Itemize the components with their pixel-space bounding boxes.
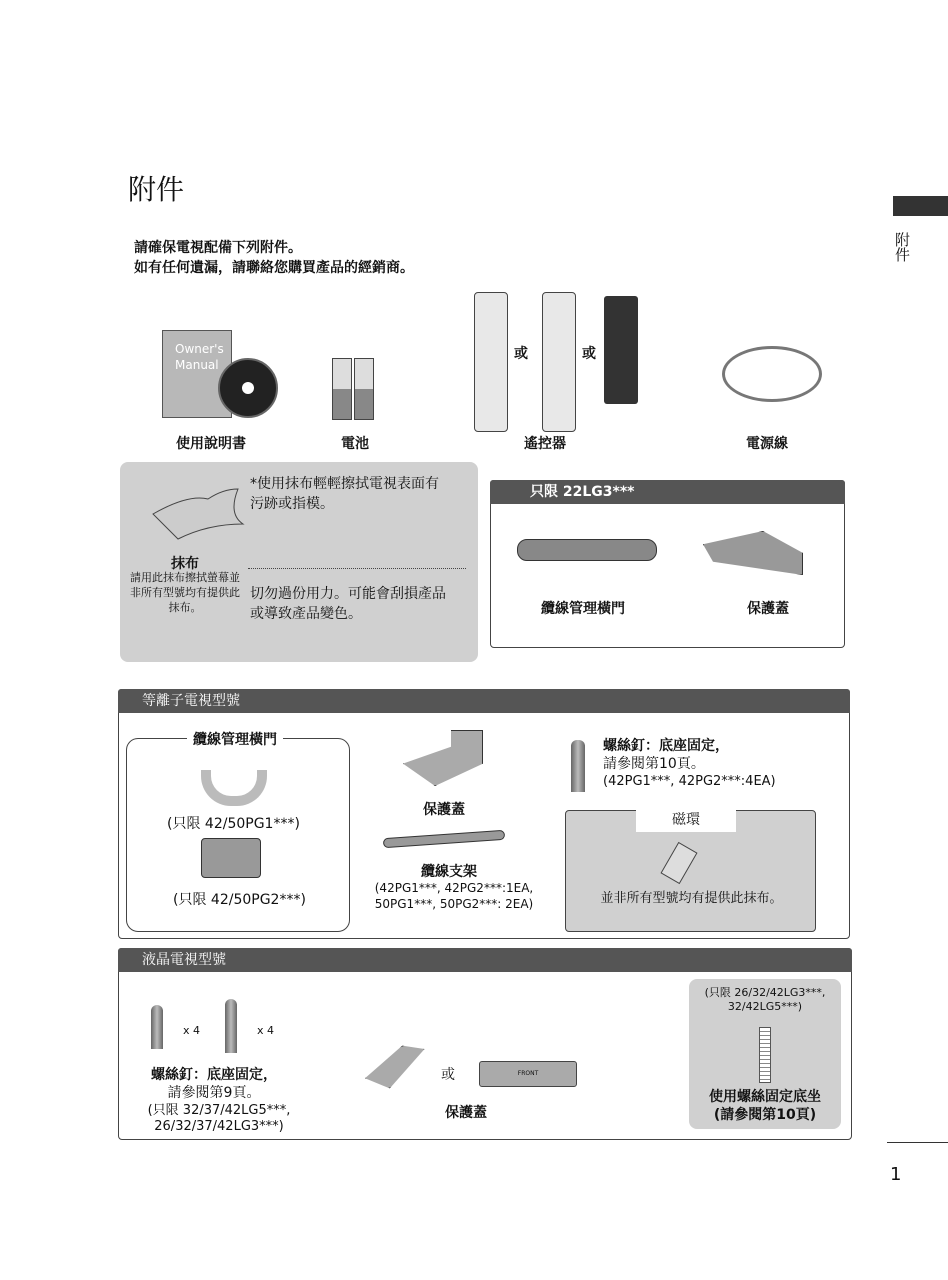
lg3-cover-label: 保護蓋 xyxy=(747,601,789,617)
remote-image-3 xyxy=(604,296,638,404)
lcd-header: 液晶電視型號 xyxy=(118,948,852,972)
cloth-desc: 請用此抹布擦拭螢幕並非所有型號均有提供此抹布。 xyxy=(130,571,240,614)
plasma-cover-label: 保護蓋 xyxy=(423,802,465,818)
screw-a-image xyxy=(151,1005,163,1049)
cloth-note-2: 切勿過份用力。可能會刮損產品或導致產品變色。 xyxy=(250,586,446,622)
limit-2: 32/42LG5***) xyxy=(727,1000,803,1013)
cd-image xyxy=(218,358,278,418)
side-tab-label: 附件 xyxy=(893,232,911,262)
cloth-name: 抹布 xyxy=(171,556,199,572)
remote-image-1 xyxy=(474,292,508,432)
fix-1: 使用螺絲固定底坐 xyxy=(709,1089,821,1105)
wood-screw-image xyxy=(759,1027,771,1083)
fix-2: (請參閱第10頁) xyxy=(713,1107,817,1123)
power-cord-image xyxy=(722,346,822,402)
side-tab-bar xyxy=(893,196,948,216)
pg2-note: (只限 42/50PG2***) xyxy=(173,892,306,908)
plasma-screw-2: 請參閱第10頁。 xyxy=(603,756,705,772)
protect-cover-image xyxy=(703,531,803,575)
cloth-panel xyxy=(120,462,478,662)
remote-image-2 xyxy=(542,292,576,432)
plasma-cover-image xyxy=(403,730,483,786)
intro-line-2: 如有任何遺漏，請聯絡您購買產品的經銷商。 xyxy=(134,260,414,276)
ferrite-panel xyxy=(565,810,816,932)
lcd-screw-2: 請參閱第9頁。 xyxy=(167,1085,261,1101)
lcd-screw-3: (只限 32/37/42LG5***, xyxy=(147,1103,291,1118)
plasma-screw-3: (42PG1***, 42PG2***:4EA) xyxy=(603,774,776,789)
lcd-panel xyxy=(118,948,852,1140)
cable-holder-label: 纜線支架 xyxy=(421,864,477,880)
cable-holder-image xyxy=(383,830,505,848)
power-cord-label: 電源線 xyxy=(746,436,788,452)
lcd-cover-image-2 xyxy=(479,1061,577,1087)
plasma-header: 等離子電視型號 xyxy=(118,689,850,713)
screw-b-count: x 4 xyxy=(257,1024,275,1037)
lcd-cover-label: 保護蓋 xyxy=(445,1105,487,1121)
lcd-screw-1: 螺絲釘：底座固定， xyxy=(151,1067,277,1083)
remote-label: 遙控器 xyxy=(524,436,566,452)
plasma-screw-1: 螺絲釘：底座固定， xyxy=(603,738,729,754)
lcd-cover-image-1 xyxy=(359,1039,433,1095)
lg3-cable-label: 纜線管理橫門 xyxy=(541,601,625,617)
page-title: 附件 xyxy=(128,173,185,206)
ferrite-note: 並非所有型號均有提供此抹布。 xyxy=(600,891,783,906)
lcd-or: 或 xyxy=(441,1067,455,1083)
lcd-screw-4: 26/32/37/42LG3***) xyxy=(154,1119,284,1134)
battery-label: 電池 xyxy=(341,436,369,452)
cloth-image xyxy=(148,484,248,544)
cable-manager-image xyxy=(517,539,657,561)
screw-b-image xyxy=(225,999,237,1053)
or-text-2: 或 xyxy=(582,346,596,362)
battery-image xyxy=(332,358,374,420)
cloth-note-1: *使用抹布輕輕擦拭電視表面有污跡或指模。 xyxy=(250,476,439,512)
screw-image xyxy=(571,740,585,792)
dotted-divider xyxy=(248,568,466,569)
lg3-header: 只限 22LG3*** xyxy=(490,480,845,504)
base-screw-panel xyxy=(689,979,841,1129)
screw-a-count: x 4 xyxy=(183,1024,201,1037)
page-rule xyxy=(887,1142,948,1143)
ferrite-image xyxy=(660,842,697,884)
intro-line-1: 請確保電視配備下列附件。 xyxy=(134,240,302,256)
manual-label: 使用說明書 xyxy=(176,436,246,452)
holder-note-2: 50PG1***, 50PG2***: 2EA) xyxy=(374,897,534,911)
lg3-panel xyxy=(490,480,845,648)
ferrite-title: 磁環 xyxy=(636,810,736,832)
holder-note-1: (42PG1***, 42PG2***:1EA, xyxy=(374,881,534,895)
pg1-note: (只限 42/50PG1***) xyxy=(167,816,300,832)
plasma-cable-title: 纜線管理橫門 xyxy=(187,730,283,750)
manual-cover-text: Owner's Manual xyxy=(175,342,224,372)
pg2-clip-image xyxy=(201,838,261,878)
or-text-1: 或 xyxy=(514,346,528,362)
plasma-panel xyxy=(118,689,850,939)
limit-1: (只限 26/32/42LG3***, xyxy=(704,986,826,999)
page-number: 1 xyxy=(890,1164,902,1185)
front-label: FRONT xyxy=(517,1070,539,1077)
